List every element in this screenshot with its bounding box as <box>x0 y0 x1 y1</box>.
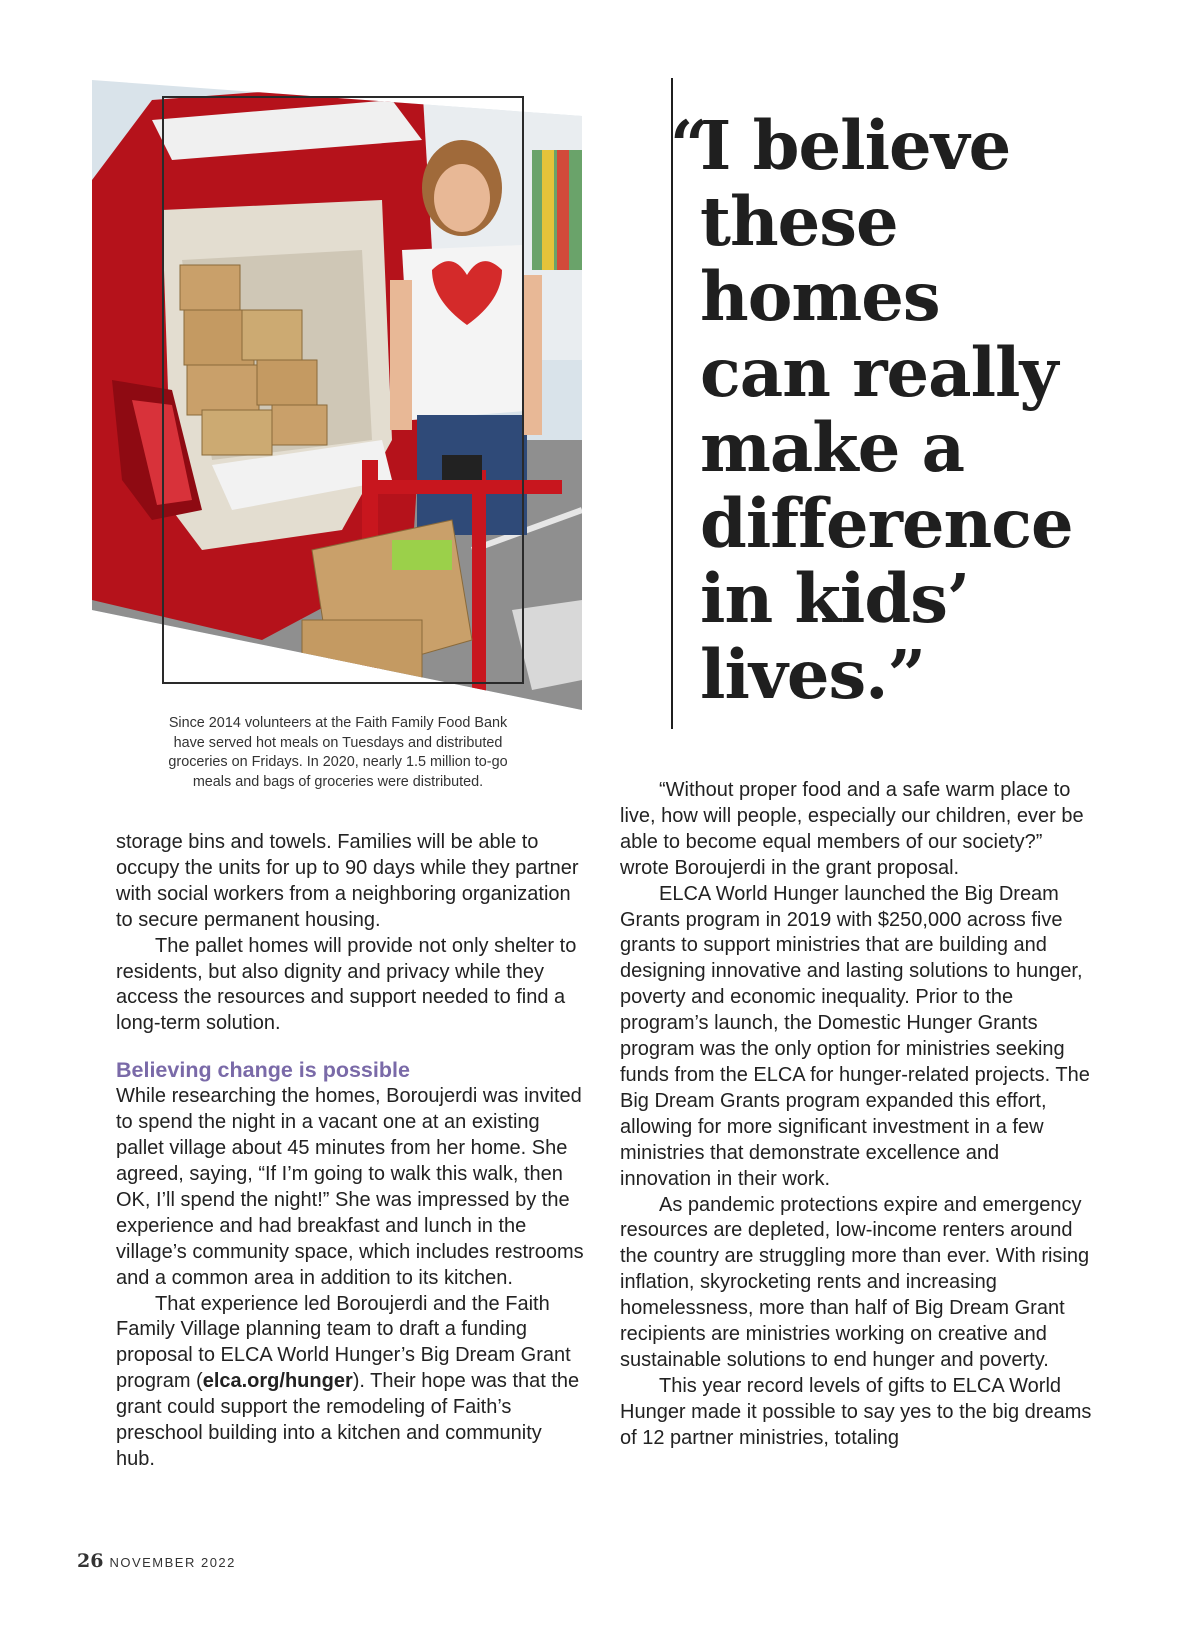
pull-quote-line: these <box>700 181 898 261</box>
body-text: ). Their hope was that the grant could support the remodeling of Faith’s preschool building into a kitchen and community hub. <box>116 1370 580 1470</box>
body-paragraph: This year record levels of gifts to ELCA World Hunger made it possible to say yes to the big dreams of 12 partner ministries, totaling <box>620 1374 1092 1449</box>
body-paragraph: While researching the homes, Boroujerdi was invited to spend the night in a vacant one at an existing pallet village about 45 minutes from her home. She agreed, saying, “If I’m going to walk this walk, then OK, I’ll spend the night!” She was impressed by the experience and had breakfast and lunch in the village’s community space, which includes restrooms and a common area in addition to its kitchen. <box>116 1085 584 1289</box>
pull-quote <box>670 106 1100 714</box>
left-column <box>116 830 586 1473</box>
body-paragraph: As pandemic protections expire and emergency resources are depleted, low-income renters around the country are struggling more than ever. With rising inflation, skyrocketing rents and increasing homelessness, more than half of Big Dream Grant recipients are ministries working on creative and sustainable solutions to end hunger and poverty. <box>620 1193 1090 1371</box>
hunger-link[interactable]: elca.org/hunger <box>202 1370 353 1393</box>
body-text: That experience led Boroujerdi and the Faith Family Village planning team to draft a funding proposal to ELCA World Hunger’s Big Dream Grant program ( <box>116 1292 571 1393</box>
body-paragraph: ELCA World Hunger launched the Big Dream Grants program in 2019 with $250,000 across five grants to support ministries that are building and designing innovative and lasting solutions to hunger, poverty and economic inequality. Prior to the program’s launch, the Domestic Hunger Grants program was the only option for ministries seeking funds from the ELCA for hunger-related projects. The Big Dream Grants program expanded this effort, allowing for more significant investment in a few ministries that demonstrate excellence and innovation in their work. <box>620 882 1090 1190</box>
page-number: 26 <box>77 1550 104 1572</box>
pull-quote-line: make a <box>700 408 965 487</box>
pull-quote-line: difference <box>700 483 1073 563</box>
right-column <box>620 778 1092 1452</box>
issue-date: NOVEMBER 2022 <box>109 1555 236 1570</box>
pull-quote-line: can really <box>700 332 1058 412</box>
pull-quote-open-mark: “ <box>670 106 708 185</box>
article-photo <box>92 80 582 710</box>
body-paragraph: “Without proper food and a safe warm place to live, how will people, especially our children, ever be able to become equal members of our society?” wrote Boroujerdi in the grant proposal. <box>620 779 1084 879</box>
pull-quote-line: lives.” <box>700 634 926 714</box>
body-paragraph: storage bins and towels. Families will be able to occupy the units for up to 90 days while they partner with social workers from a neighboring organization to secure permanent housing. <box>116 831 579 931</box>
body-paragraph: The pallet homes will provide not only shelter to residents, but also dignity and privacy while they access the resources and support needed to find a long-term solution. <box>116 934 577 1035</box>
pull-quote-line: I believe <box>700 106 1011 185</box>
pull-quote-line: homes <box>700 257 940 336</box>
photo-caption: Since 2014 volunteers at the Faith Family Food Bank have served hot meals on Tuesdays and distributed groceries on Fridays. In 2020, nearly 1.5 million to-go meals and bags of groceries were distributed. <box>168 715 508 790</box>
section-subhead: Believing change is possible <box>116 1058 410 1083</box>
photo-illustration <box>92 80 582 710</box>
pull-quote-line: in kids’ <box>700 559 970 638</box>
body-paragraph <box>116 1292 586 1473</box>
page-folio <box>77 1550 236 1572</box>
